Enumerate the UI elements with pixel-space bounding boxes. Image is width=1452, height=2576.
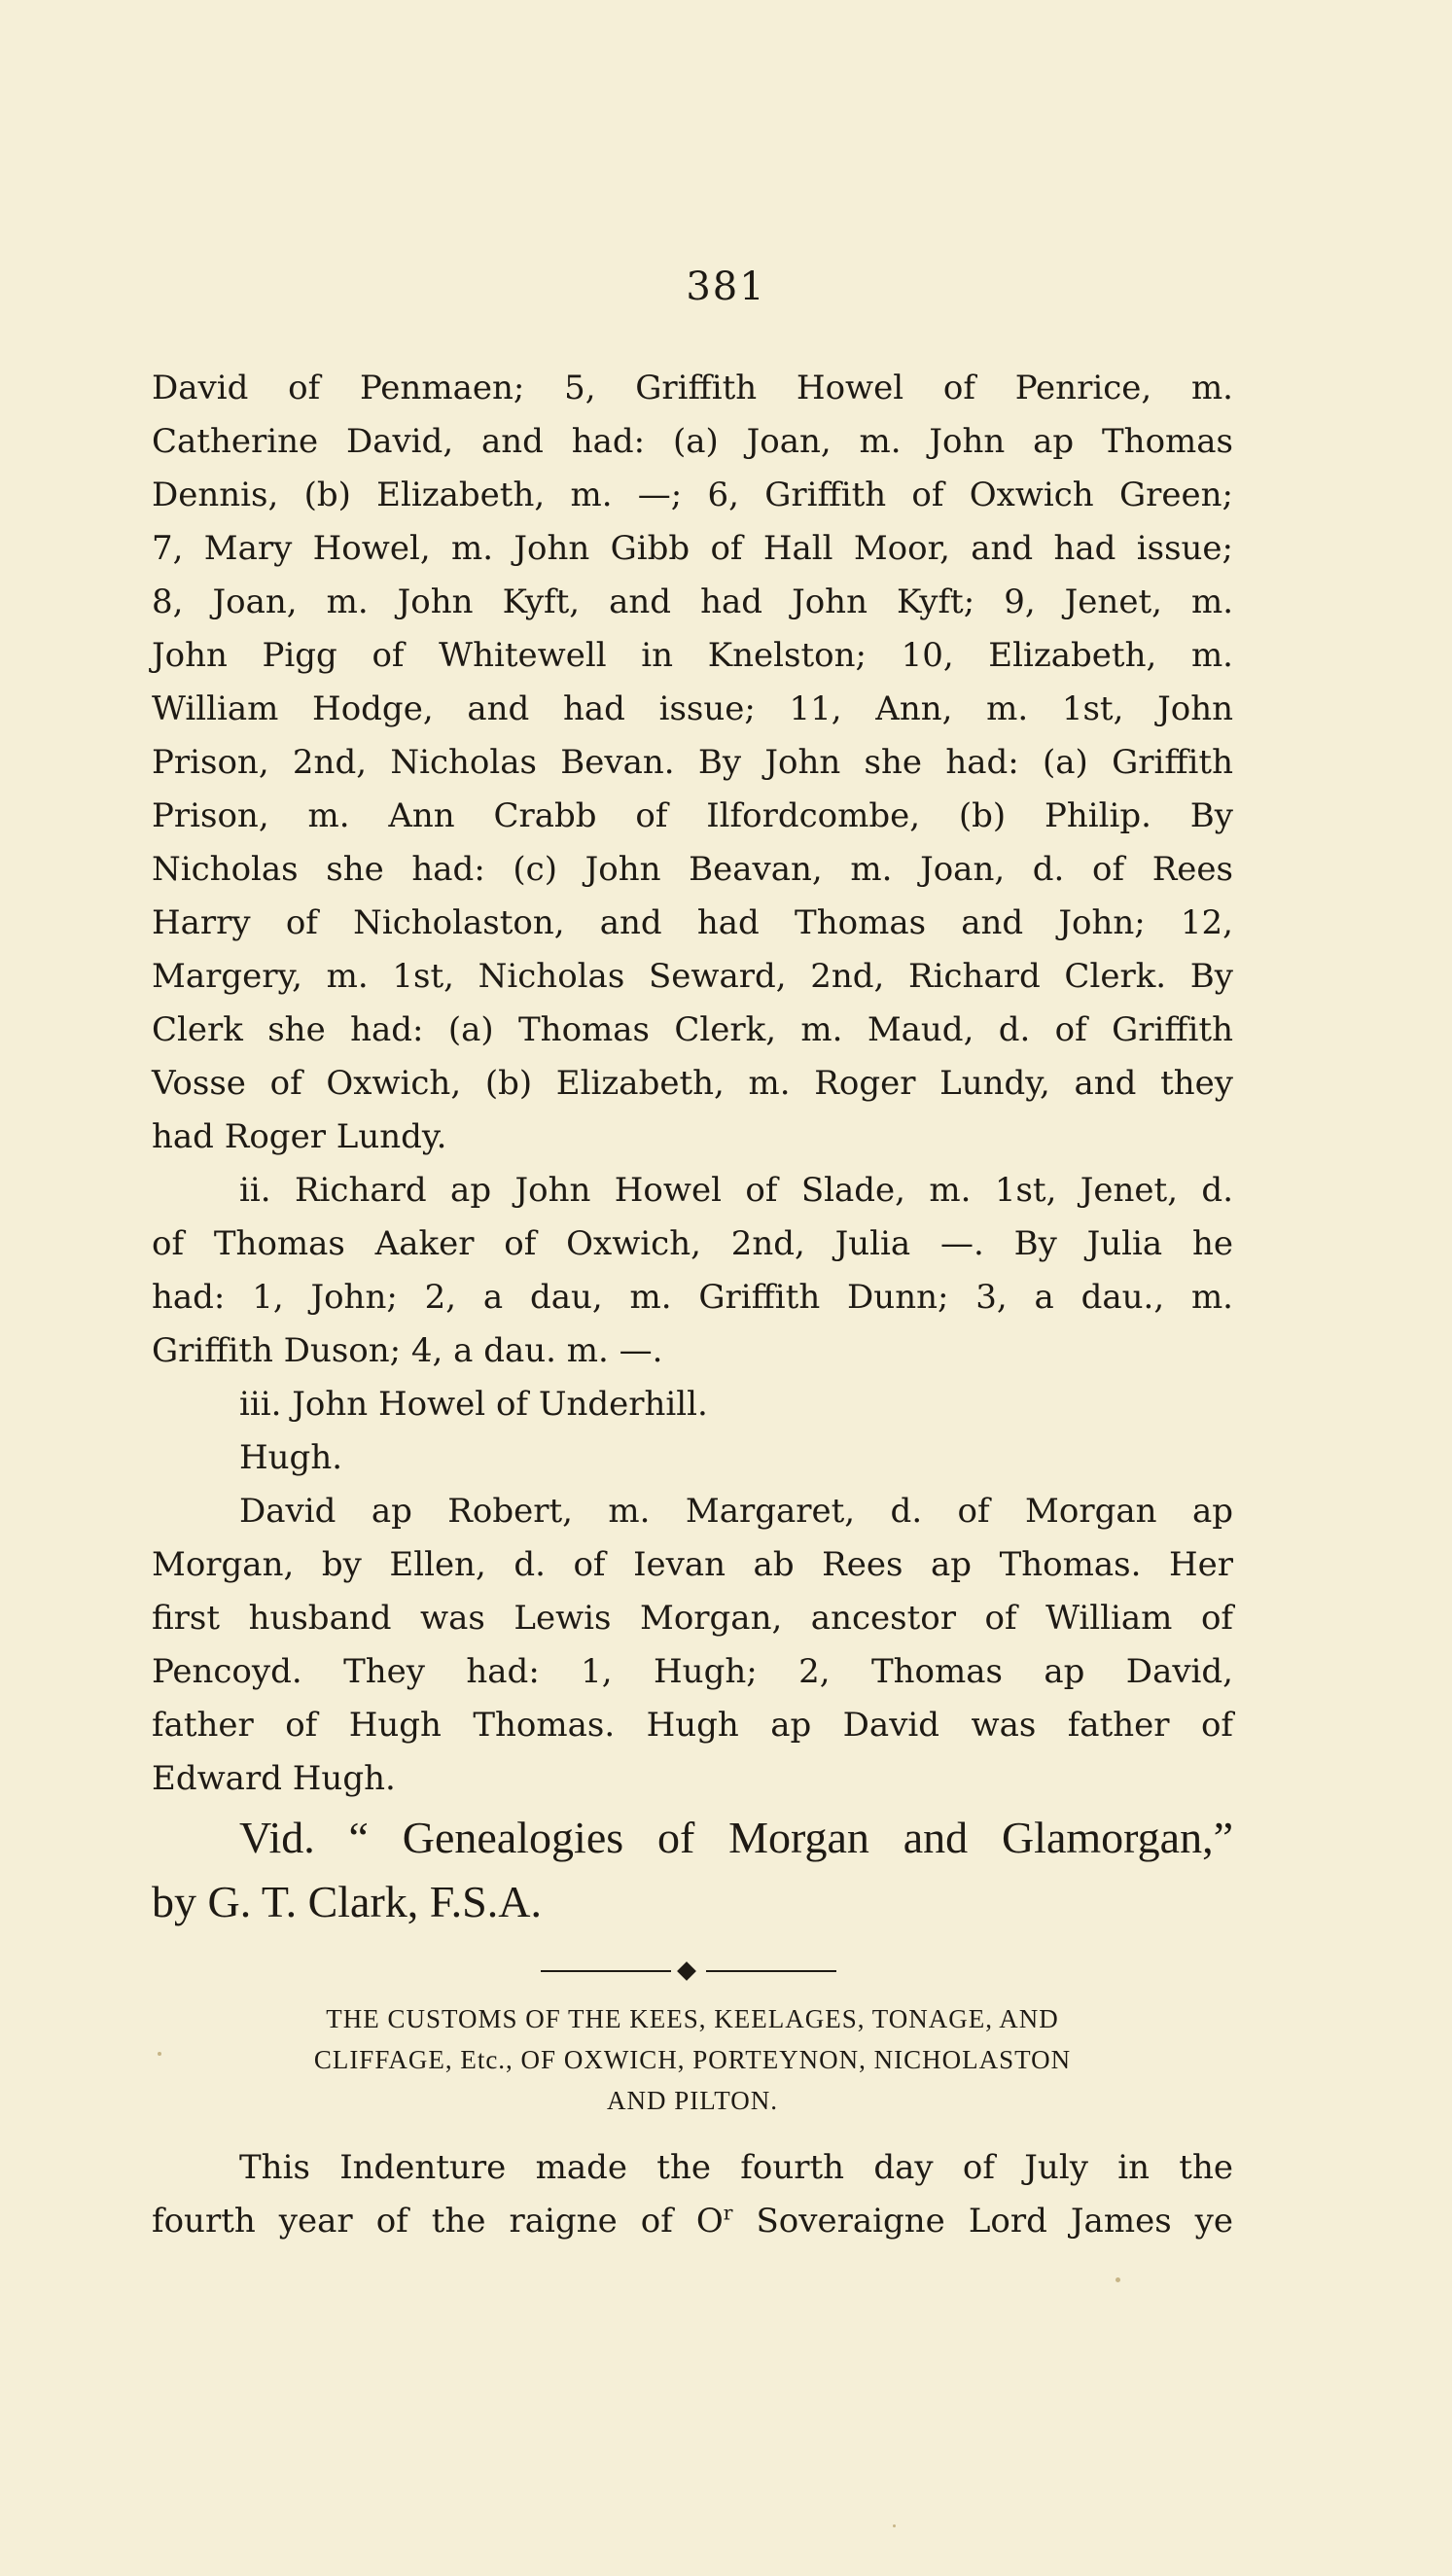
- paragraph-iii: [152, 1378, 1233, 1431]
- page-number: 381: [686, 265, 766, 309]
- section-divider: [0, 1961, 1452, 1981]
- text-line: of Thomas Aaker of Oxwich, 2nd, Julia —. By Julia he: [152, 1224, 1233, 1263]
- closing-paragraph: [152, 2141, 1233, 2248]
- text-line: Pencoyd. They had: 1, Hugh; 2, Thomas ap David,: [152, 1652, 1233, 1691]
- text-line: had Roger Lundy.: [152, 1117, 447, 1156]
- heading-line: THE CUSTOMS OF THE KEES, KEELAGES, TONAGE, AND: [326, 2004, 1059, 2033]
- paragraph-david-ap-robert: [152, 1485, 1233, 1806]
- text-line: Nicholas she had: (c) John Beavan, m. Joan, d. of Rees: [152, 850, 1233, 889]
- text-line: 8, Joan, m. John Kyft, and had John Kyft; 9, Jenet, m.: [152, 582, 1233, 621]
- text-line: Catherine David, and had: (a) Joan, m. John ap Thomas: [152, 422, 1233, 461]
- text-line: John Pigg of Whitewell in Knelston; 10, Elizabeth, m.: [152, 636, 1233, 675]
- diamond-ornament-icon: [677, 1961, 696, 1981]
- heading-line: AND PILTON.: [606, 2086, 779, 2115]
- text-line: William Hodge, and had issue; 11, Ann, m. 1st, John: [152, 689, 1233, 728]
- section-heading: [152, 1998, 1233, 2121]
- divider-line-left: [541, 1970, 671, 1972]
- text-line: [152, 2195, 1233, 2248]
- text-line: father of Hugh Thomas. Hugh ap David was father of: [152, 1706, 1233, 1745]
- text-line: Clerk she had: (a) Thomas Clerk, m. Maud, d. of Griffith: [152, 1010, 1233, 1049]
- text-line: David of Penmaen; 5, Griffith Howel of Penrice, m.: [152, 369, 1233, 407]
- citation-line: by G. T. Clark, F.S.A.: [152, 1877, 542, 1926]
- text-fragment: Soveraigne Lord James ye: [732, 2202, 1234, 2241]
- citation-line: Vid. “ Genealogies of Morgan and Glamorgan,”: [239, 1813, 1233, 1862]
- text-line: This Indenture made the fourth day of July in the: [239, 2148, 1233, 2187]
- text-line: 7, Mary Howel, m. John Gibb of Hall Moor, and had issue;: [152, 529, 1233, 568]
- paragraph-ii: [152, 1164, 1233, 1378]
- text-line: first husband was Lewis Morgan, ancestor of William of: [152, 1599, 1233, 1638]
- paragraph-hugh: [152, 1431, 1233, 1485]
- genealogy-text: [152, 362, 1233, 1934]
- text-line: Vosse of Oxwich, (b) Elizabeth, m. Roger Lundy, and they: [152, 1064, 1233, 1103]
- paper-speck: [1116, 2277, 1120, 2282]
- text-line: Morgan, by Ellen, d. of Ievan ab Rees ap Thomas. Her: [152, 1545, 1233, 1584]
- divider-line-right: [706, 1970, 836, 1972]
- text-line: Hugh.: [239, 1438, 343, 1477]
- paper-speck: [893, 2524, 896, 2527]
- text-line: Edward Hugh.: [152, 1759, 396, 1798]
- text-line: David ap Robert, m. Margaret, d. of Morgan ap: [239, 1492, 1233, 1531]
- heading-line: CLIFFAGE, Etc., OF OXWICH, PORTEYNON, NICHOLASTON: [313, 2045, 1072, 2074]
- text-line: Griffith Duson; 4, a dau. m. —.: [152, 1331, 663, 1370]
- superscript-r: r: [723, 2201, 733, 2225]
- text-line: Dennis, (b) Elizabeth, m. —; 6, Griffith of Oxwich Green;: [152, 476, 1233, 514]
- paragraph-continuation: [152, 362, 1233, 1164]
- text-line: Prison, m. Ann Crabb of Ilfordcombe, (b) Philip. By: [152, 796, 1233, 835]
- text-line: iii. John Howel of Underhill.: [239, 1385, 708, 1424]
- citation: [152, 1806, 1233, 1934]
- paper-speck: [158, 2052, 161, 2056]
- text-line: had: 1, John; 2, a dau, m. Griffith Dunn; 3, a dau., m.: [152, 1278, 1233, 1317]
- text-line: Prison, 2nd, Nicholas Bevan. By John she had: (a) Griffith: [152, 743, 1233, 782]
- text-fragment: fourth year of the raigne of O: [152, 2202, 724, 2241]
- text-line: ii. Richard ap John Howel of Slade, m. 1st, Jenet, d.: [239, 1171, 1233, 1210]
- text-line: Harry of Nicholaston, and had Thomas and John; 12,: [152, 903, 1233, 942]
- text-line: Margery, m. 1st, Nicholas Seward, 2nd, Richard Clerk. By: [152, 957, 1233, 996]
